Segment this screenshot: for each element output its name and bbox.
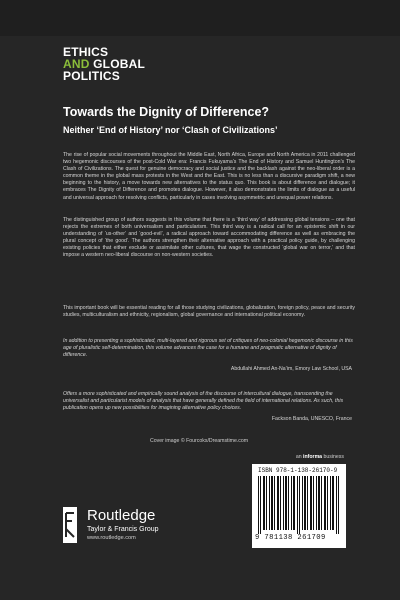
routledge-logo-icon — [63, 507, 77, 543]
book-subtitle: Neither ‘End of History’ nor ‘Clash of Civilizations’ — [63, 125, 278, 135]
blurb-paragraph-1: The rise of popular social movements throughout the Middle East, North Africa, Europe and North America in 2011 challenged two hegemonic discourses of the post-Cold War era: Francis Fukuyama’s The End of History and Samuel Huntington’s The Clash of Civilizations. The quest for genuine democracy and social justice and the backlash against the neo-liberal order is a common theme in the global mass protests in the West and the East. This is no less than a discursive paradigm shift, a new beginning to the history, a move towards new alternatives to the status quo. This book is about difference and dialogue; it embraces The Dignity of Difference and promotes dialogue. However, it also demonstrates the limits of dialogue as a useful and universal approach for resolving conflicts, particularly in cases involving asymmetric and unequal power relations. — [63, 152, 355, 201]
endorsement-attribution-1: Abdullahi Ahmed An-Na’im, Emory Law School, USA — [230, 366, 352, 372]
publisher-url: www.routledge.com — [87, 535, 136, 541]
publisher-name: Routledge — [87, 507, 156, 524]
barcode-panel — [252, 464, 346, 548]
barcode-icon — [258, 476, 340, 534]
ean-number: 9 781138 261709 — [255, 534, 326, 542]
series-logo — [63, 46, 145, 82]
top-strip — [0, 0, 400, 36]
publisher-logo — [63, 507, 159, 545]
publisher-group: Taylor & Francis Group — [87, 526, 159, 533]
endorsement-attribution-2: Fackson Banda, UNESCO, France — [271, 416, 352, 422]
informa-suffix: business — [322, 454, 344, 460]
endorsement-quote-2: Offers a more sophisticated and empirically sound analysis of the discourse of intercultural dialogue, transcending the universalist and particularist models of analysis that have generally defined the field of international relations. As such, this publication opens up new possibilities for imagining alternative policy choices. — [63, 391, 344, 412]
book-title: Towards the Dignity of Difference? — [63, 105, 270, 119]
informa-name: informa — [303, 454, 323, 460]
endorsement-quote-1: In addition to presenting a sophisticated, multi-layered and rigorous set of critiques of neo-colonial hegemonic discourse in this age of pluralistic self-determination, this volume advances the case for a humane and pragmatic alternative of dignity of difference. — [63, 338, 353, 359]
series-line-2-rest: GLOBAL — [89, 57, 146, 71]
blurb-paragraph-2: The distinguished group of authors suggests in this volume that there is a ‘third way’ of addressing global tensions – one that rejects the extremes of both universalism and particularism. This third way is a radical call for an epistemic shift in our understanding of ‘us-other’ and ‘good-evil’, a radical approach toward accommodating difference as well as embracing the plural concept of ‘the good’. The authors strengthen their alternative approach with a practical policy guide, by challenging existing policies that either exclude or assimilate other cultures, that wage the constructed ‘global war on terror,’ and that impose a western neo-liberal discourse on non-western societies. — [63, 217, 355, 259]
cover-image-credit: Cover image © Fourcoks/Dreamstime.com — [150, 438, 249, 444]
series-line-2-accent: AND — [63, 57, 90, 71]
informa-prefix: an — [295, 454, 304, 460]
isbn-text: ISBN 978-1-138-26170-9 — [258, 467, 338, 474]
informa-business-line — [296, 454, 344, 460]
blurb-paragraph-3: This important book will be essential reading for all those studying civilizations, globalization, foreign policy, peace and security studies, multiculturalism and ethnicity, regionalism, global governance and international political economy. — [63, 305, 355, 319]
series-line-3: POLITICS — [63, 69, 120, 83]
series-line-1: ETHICS — [63, 45, 109, 59]
